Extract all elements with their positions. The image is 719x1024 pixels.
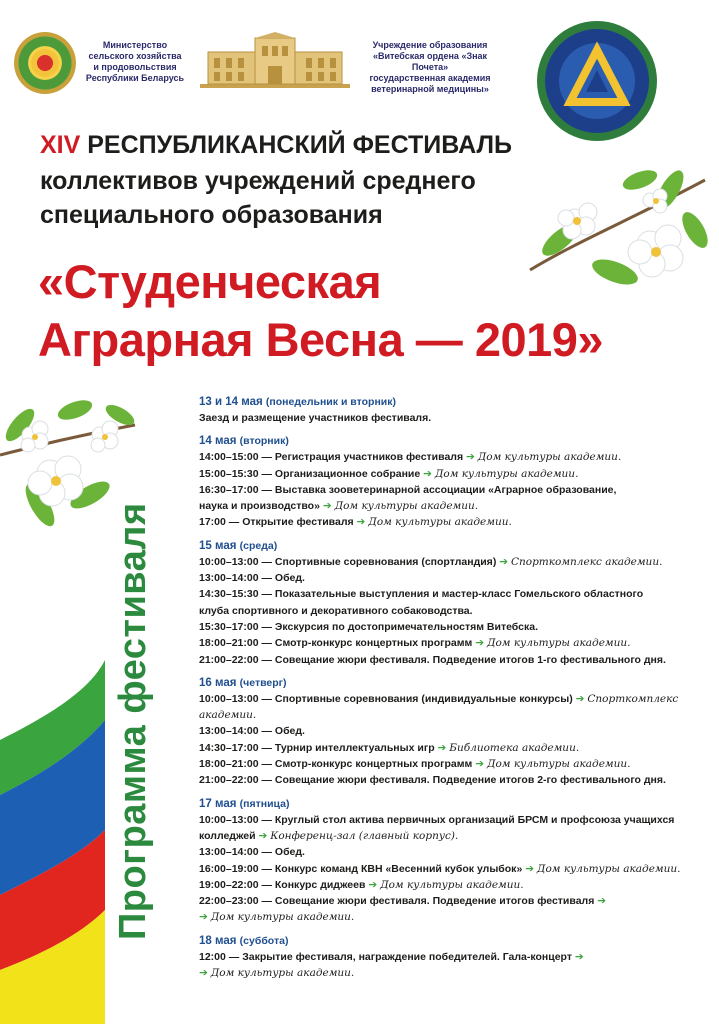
event-time: 22:00–23:00 xyxy=(199,895,259,908)
schedule-event xyxy=(199,514,709,530)
event-location: Спорткомплекс академии. xyxy=(199,692,679,722)
arrow-icon: ➔ xyxy=(420,467,435,480)
event-location: Дом культуры академии. xyxy=(434,467,579,480)
event-time: 13:00–14:00 xyxy=(199,846,259,859)
schedule-event xyxy=(199,586,709,619)
subtitle-line-2: специального образования xyxy=(40,201,383,229)
ministry-emblem xyxy=(14,32,76,94)
schedule-event xyxy=(199,482,709,515)
schedule-event xyxy=(199,635,709,651)
festival-schedule xyxy=(199,394,709,981)
event-time: 10:00–13:00 xyxy=(199,555,259,568)
event-location: Спорткомплекс академии. xyxy=(510,555,663,568)
event-description: — Открытие фестиваля xyxy=(225,516,354,529)
academy-name: Учреждение образования «Витебская ордена «Знак Почета» государственная академия ветеринарной медицины» xyxy=(369,40,491,94)
arrow-icon: ➔ xyxy=(255,829,271,842)
event-description: — Турнир интеллектуальных игр xyxy=(258,741,435,754)
day-heading xyxy=(199,433,709,449)
day-of-week: (пятница) xyxy=(239,797,290,810)
day-heading xyxy=(199,394,709,410)
schedule-event xyxy=(199,893,709,926)
day-heading xyxy=(199,933,709,949)
day-of-week: (суббота) xyxy=(239,934,289,947)
association-emblem xyxy=(536,20,658,142)
event-time: 15:00–15:30 xyxy=(199,467,259,480)
schedule-event xyxy=(199,570,709,586)
event-time: 14:00–15:00 xyxy=(199,451,259,464)
day-of-week: (понедельник и вторник) xyxy=(265,396,397,408)
event-description-continued: колледжей xyxy=(199,829,256,842)
event-description: — Обед. xyxy=(258,725,305,738)
event-time: 15:30–17:00 xyxy=(199,620,259,633)
event-description: — Совещание жюри фестиваля. Подведение итогов 2-го фестивального дня. xyxy=(258,774,666,787)
day-date: 13 и 14 мая xyxy=(199,396,266,408)
event-time: 21:00–22:00 xyxy=(199,774,259,787)
schedule-event xyxy=(199,691,709,724)
day-heading xyxy=(199,675,709,691)
event-time: 10:00–13:00 xyxy=(199,692,259,705)
schedule-event xyxy=(199,877,709,893)
event-location: Библиотека академии. xyxy=(449,741,580,754)
event-description: — Закрытие фестиваля, награждение победителей. Гала-концерт xyxy=(225,950,572,963)
subtitle-line-1: коллективов учреждений среднего xyxy=(40,167,476,195)
arrow-icon: ➔ xyxy=(353,516,369,529)
event-description: Заезд и размещение участников фестиваля. xyxy=(199,412,432,424)
event-time: 18:00–21:00 xyxy=(199,637,259,650)
event-description: — Обед. xyxy=(258,846,305,859)
day-of-week: (четверг) xyxy=(239,676,287,689)
event-time: 13:00–14:00 xyxy=(199,725,259,738)
schedule-event xyxy=(199,756,709,772)
day-of-week: (среда) xyxy=(239,539,278,552)
event-location: Дом культуры академии. xyxy=(486,637,631,650)
event-description: — Обед. xyxy=(258,572,305,585)
event-time: 21:00–22:00 xyxy=(199,653,259,666)
arrow-icon: ➔ xyxy=(365,878,381,891)
schedule-event xyxy=(199,723,709,739)
event-location: Дом культуры академии. xyxy=(334,500,479,513)
day-date: 15 мая xyxy=(199,539,240,552)
flag-stripes-decoration xyxy=(0,660,110,1024)
event-description: — Конкурс команд КВН «Весенний кубок улыбок» xyxy=(258,862,523,875)
event-description: — Экскурсия по достопримечательностям Витебска. xyxy=(258,620,538,633)
event-time: 14:30–17:00 xyxy=(199,741,259,754)
day-date: 16 мая xyxy=(199,676,240,689)
schedule-event xyxy=(199,449,709,465)
schedule-event xyxy=(199,844,709,860)
schedule-event xyxy=(199,740,709,756)
event-description: — Смотр-конкурс концертных программ xyxy=(258,637,473,650)
schedule-event xyxy=(199,410,709,426)
event-time: 18:00–21:00 xyxy=(199,758,259,771)
event-description: — Спортивные соревнования (спортландия) xyxy=(258,555,497,568)
arrow-icon: ➔ xyxy=(319,500,335,513)
event-location: Дом культуры академии. xyxy=(210,911,355,924)
academy-building-image xyxy=(200,32,350,88)
schedule-event xyxy=(199,949,709,982)
day-date: 14 мая xyxy=(199,435,240,448)
program-label: Программа фестиваля xyxy=(112,502,154,940)
event-description: — Регистрация участников фестиваля xyxy=(258,451,464,464)
event-location: Дом культуры академии. xyxy=(380,878,524,891)
event-description: — Совещание жюри фестиваля. Подведение итогов 1-го фестивального дня. xyxy=(258,653,666,666)
schedule-event xyxy=(199,812,709,845)
arrow-icon: ➔ xyxy=(199,911,211,924)
blossom-branch-top-right xyxy=(520,160,710,300)
arrow-icon: ➔ xyxy=(199,967,211,980)
event-description: — Смотр-конкурс концертных программ xyxy=(258,758,473,771)
event-time: 12:00 xyxy=(199,950,226,963)
arrow-icon: ➔ xyxy=(496,555,511,568)
event-location: Дом культуры академии. xyxy=(368,516,512,529)
event-location: Дом культуры академии. xyxy=(486,758,631,771)
arrow-icon: ➔ xyxy=(571,950,584,963)
festival-name-line-2: Аграрная Весна — 2019» xyxy=(38,313,604,366)
event-description: — Совещание жюри фестиваля. Подведение итогов фестиваля xyxy=(258,895,595,908)
festival-name-line-1: «Студенческая xyxy=(38,255,382,308)
arrow-icon: ➔ xyxy=(522,862,537,875)
event-description: — Выставка зооветеринарной ассоциации «Аграрное образование, xyxy=(258,483,617,496)
day-date: 17 мая xyxy=(199,797,240,810)
event-time: 19:00–22:00 xyxy=(199,878,259,891)
day-date: 18 мая xyxy=(199,934,240,947)
event-location: Дом культуры академии. xyxy=(210,967,355,980)
arrow-icon: ➔ xyxy=(434,741,450,754)
arrow-icon: ➔ xyxy=(472,758,487,771)
arrow-icon: ➔ xyxy=(463,451,478,464)
event-location: Конференц-зал (главный корпус). xyxy=(270,829,459,842)
event-description: — Организационное собрание xyxy=(258,467,421,480)
festival-number-heading: XIV РЕСПУБЛИКАНСКИЙ ФЕСТИВАЛЬ xyxy=(40,131,512,159)
event-time: 13:00–14:00 xyxy=(199,572,259,585)
event-time: 16:00–19:00 xyxy=(199,862,259,875)
event-description: — Показательные выступления и мастер-класс Гомельского областного xyxy=(258,588,644,601)
arrow-icon: ➔ xyxy=(594,895,607,908)
event-location: Дом культуры академии. xyxy=(536,862,681,875)
event-time: 16:30–17:00 xyxy=(199,483,259,496)
day-of-week: (вторник) xyxy=(239,435,289,448)
event-time: 14:30–15:30 xyxy=(199,588,259,601)
schedule-event xyxy=(199,772,709,788)
event-description-continued: наука и производство» xyxy=(199,500,320,513)
event-description: — Конкурс диджеев xyxy=(258,878,366,891)
event-time: 10:00–13:00 xyxy=(199,813,259,826)
ministry-name: Министерство сельского хозяйства и продовольствия Республики Беларусь xyxy=(85,40,185,83)
day-heading xyxy=(199,796,709,812)
event-description-continued: клуба спортивного и декоративного собаководства. xyxy=(199,604,473,617)
event-location: Дом культуры академии. xyxy=(477,451,622,464)
event-description: — Спортивные соревнования (индивидуальные конкурсы) xyxy=(258,692,573,705)
event-time: 17:00 xyxy=(199,516,226,529)
arrow-icon: ➔ xyxy=(472,637,487,650)
schedule-event xyxy=(199,619,709,635)
schedule-event xyxy=(199,861,709,877)
schedule-event xyxy=(199,652,709,668)
day-heading xyxy=(199,538,709,554)
schedule-event xyxy=(199,466,709,482)
schedule-event xyxy=(199,554,709,570)
event-description: — Круглый стол актива первичных организаций БРСМ и профсоюза учащихся xyxy=(258,813,675,826)
arrow-icon: ➔ xyxy=(572,692,588,705)
